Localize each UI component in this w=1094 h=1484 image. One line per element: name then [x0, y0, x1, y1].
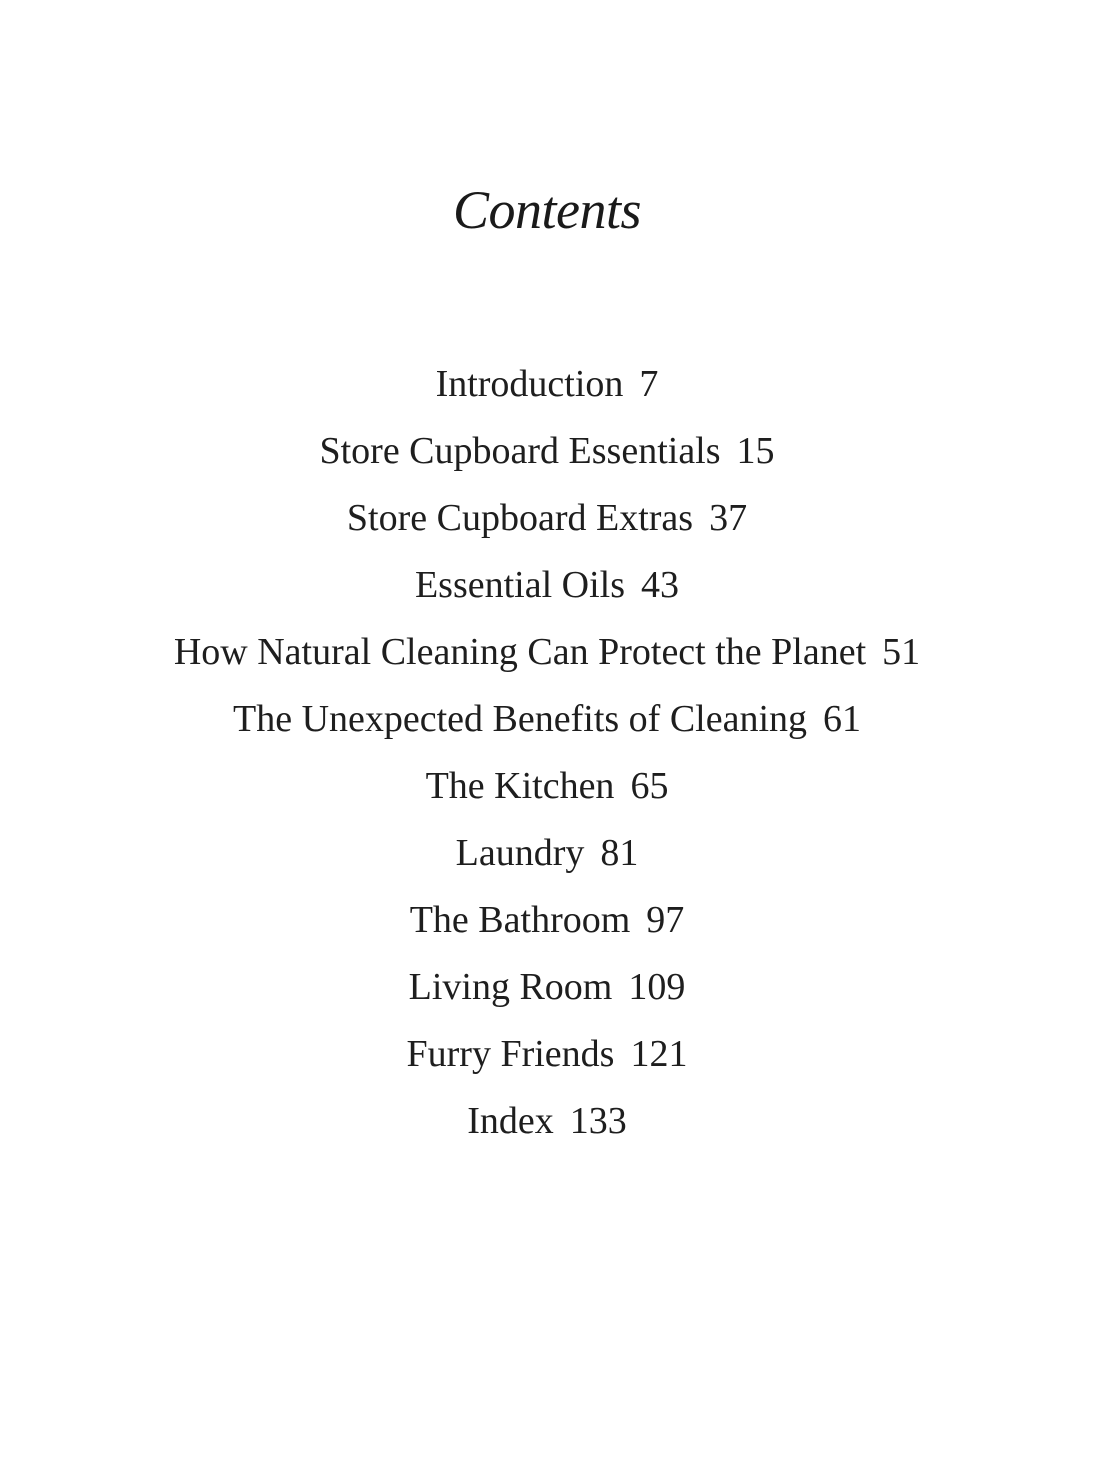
- toc-entry-page: 61: [823, 698, 862, 740]
- toc-entry-label: Introduction: [435, 363, 624, 405]
- toc-entry-label: How Natural Cleaning Can Protect the Planet: [173, 631, 867, 673]
- toc-entry-the-kitchen[interactable]: [0, 756, 1094, 823]
- toc-entry-introduction[interactable]: [0, 354, 1094, 421]
- toc-entry-label: Living Room: [408, 966, 613, 1008]
- toc-entry-page: 43: [641, 564, 680, 606]
- toc-entry-page: 97: [646, 899, 685, 941]
- toc-entry-label: The Unexpected Benefits of Cleaning: [232, 698, 808, 740]
- toc-entry-label: Index: [467, 1100, 554, 1142]
- toc-entry-page: 51: [882, 631, 921, 673]
- toc-entry-furry-friends[interactable]: [0, 1024, 1094, 1091]
- toc-entry-unexpected-benefits[interactable]: [0, 689, 1094, 756]
- toc-entry-page: 37: [709, 497, 748, 539]
- toc-entry-index[interactable]: [0, 1091, 1094, 1158]
- toc-entry-page: 7: [639, 363, 659, 405]
- toc-entry-label: Store Cupboard Extras: [346, 497, 694, 539]
- page-title: Contents: [452, 180, 641, 240]
- toc-entry-essential-oils[interactable]: [0, 555, 1094, 622]
- toc-entry-label: Essential Oils: [414, 564, 626, 606]
- toc-entry-page: 81: [600, 832, 639, 874]
- toc-entry-laundry[interactable]: [0, 823, 1094, 890]
- toc-entry-page: 133: [569, 1100, 627, 1142]
- toc-entry-label: Laundry: [455, 832, 585, 874]
- toc-entry-the-bathroom[interactable]: [0, 890, 1094, 957]
- toc-entry-page: 65: [630, 765, 669, 807]
- toc-entry-page: 109: [628, 966, 686, 1008]
- toc-entry-page: 121: [630, 1033, 688, 1075]
- toc-entry-store-cupboard-essentials[interactable]: [0, 421, 1094, 488]
- toc-entry-protect-the-planet[interactable]: [0, 622, 1094, 689]
- toc-entry-living-room[interactable]: [0, 957, 1094, 1024]
- table-of-contents: [0, 354, 1094, 1158]
- toc-entry-label: Furry Friends: [406, 1033, 615, 1075]
- toc-entry-label: The Bathroom: [409, 899, 631, 941]
- toc-entry-label: Store Cupboard Essentials: [319, 430, 721, 472]
- toc-entry-store-cupboard-extras[interactable]: [0, 488, 1094, 555]
- toc-entry-label: The Kitchen: [425, 765, 615, 807]
- toc-entry-page: 15: [736, 430, 775, 472]
